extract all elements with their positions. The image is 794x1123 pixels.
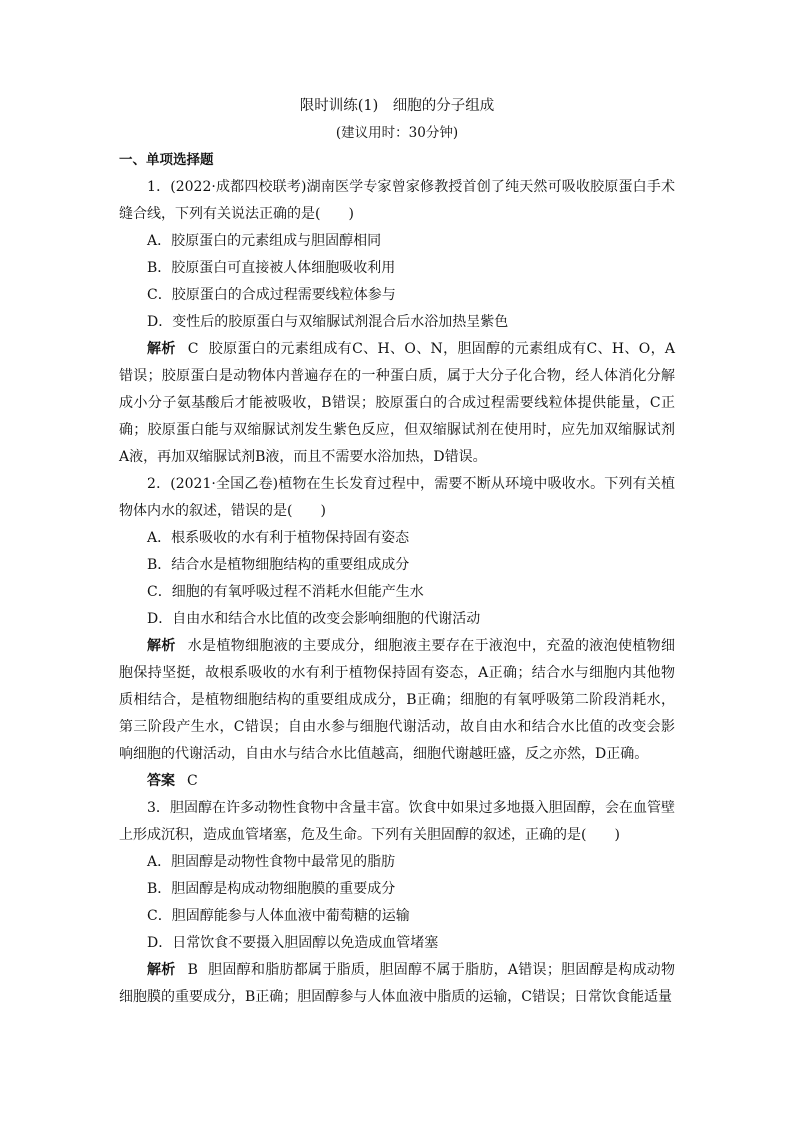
option-c: C．胆固醇能参与人体血液中葡萄糖的运输: [147, 908, 410, 924]
option-a: A．根系吸收的水有利于植物保持固有姿态: [147, 530, 410, 546]
analysis-text: 胆固醇和脂肪都属于脂质，胆固醇不属于脂肪，A错误；胆固醇是构成动物细胞膜的重要成分，B正确；胆固醇参与人体血液中脂质的运输，C错误；日常饮食能适量: [119, 962, 676, 1005]
analysis-label: 解析: [147, 638, 176, 654]
page-title: 限时训练(1) 细胞的分子组成: [299, 98, 495, 114]
analysis: [119, 957, 675, 1011]
question-1: [119, 174, 675, 471]
answer-label: 答案: [147, 773, 175, 789]
analysis-text: 胶原蛋白的元素组成有C、H、O、N，胆固醇的元素组成有C、H、O，A错误；胶原蛋白是动物体内普遍存在的一种蛋白质，属于大分子化合物，经人体消化分解成小分子氨基酸后才能被吸收，B错误；胶原蛋白的合成过程需要线粒体提供能量，C正确；胶原蛋白能与双缩脲试剂发生紫色反应，但双缩脲试剂在使用时，应先加双缩脲试剂A液，再加双缩脲试剂B液，而且不需要水浴加热，D错误。: [119, 341, 676, 465]
question-stem: 1．(2022·成都四校联考)湖南医学专家曾家修教授首创了纯天然可吸收胶原蛋白手术缝合线，下列有关说法正确的是( ): [119, 179, 675, 222]
answer-value: C: [187, 773, 198, 789]
analysis-label: 解析: [147, 341, 176, 357]
question-stem: 3．胆固醇在许多动物性食物中含量丰富。饮食中如果过多地摄入胆固醇，会在血管壁上形成沉积，造成血管堵塞，危及生命。下列有关胆固醇的叙述，正确的是( ): [119, 800, 675, 843]
option-b: B．胶原蛋白可直接被人体细胞吸收利用: [147, 260, 396, 276]
option-c: C．细胞的有氧呼吸过程不消耗水但能产生水: [147, 584, 424, 600]
analysis-answer: B: [187, 962, 198, 978]
analysis-answer: C: [187, 341, 199, 357]
option-d: D．日常饮食不要摄入胆固醇以免造成血管堵塞: [147, 935, 439, 951]
time-suggestion: (建议用时：30分钟): [335, 125, 459, 141]
analysis-label: 解析: [147, 962, 176, 978]
option-a: A．胶原蛋白的元素组成与胆固醇相同: [147, 233, 382, 249]
analysis: [119, 336, 675, 471]
section-heading: 一、单项选择题: [119, 152, 214, 168]
option-a: A．胆固醇是动物性食物中最常见的脂肪: [147, 854, 396, 870]
worksheet-page: [119, 93, 675, 1011]
analysis: [119, 633, 675, 768]
question-stem: 2．(2021·全国乙卷)植物在生长发育过程中，需要不断从环境中吸收水。下列有关植物体内水的叙述，错误的是( ): [119, 476, 675, 519]
question-3: [119, 795, 675, 1011]
question-2: [119, 471, 675, 795]
option-c: C．胶原蛋白的合成过程需要线粒体参与: [147, 287, 396, 303]
option-d: D．变性后的胶原蛋白与双缩脲试剂混合后水浴加热呈紫色: [147, 314, 509, 330]
option-b: B．结合水是植物细胞结构的重要组成成分: [147, 557, 410, 573]
analysis-text: 水是植物细胞液的主要成分，细胞液主要存在于液泡中，充盈的液泡使植物细胞保持坚挺，故根系吸收的水有利于植物保持固有姿态，A正确；结合水与细胞内其他物质相结合，是植物细胞结构的重要组成成分，B正确；细胞的有氧呼吸第二阶段消耗水，第三阶段产生水，C错误；自由水参与细胞代谢活动，故自由水和结合水比值的改变会影响细胞的代谢活动，自由水与结合水比值越高，细胞代谢越旺盛，反之亦然，D正确。: [119, 638, 675, 762]
option-d: D．自由水和结合水比值的改变会影响细胞的代谢活动: [147, 611, 481, 627]
answer: [119, 768, 675, 795]
option-b: B．胆固醇是构成动物细胞膜的重要成分: [147, 881, 396, 897]
